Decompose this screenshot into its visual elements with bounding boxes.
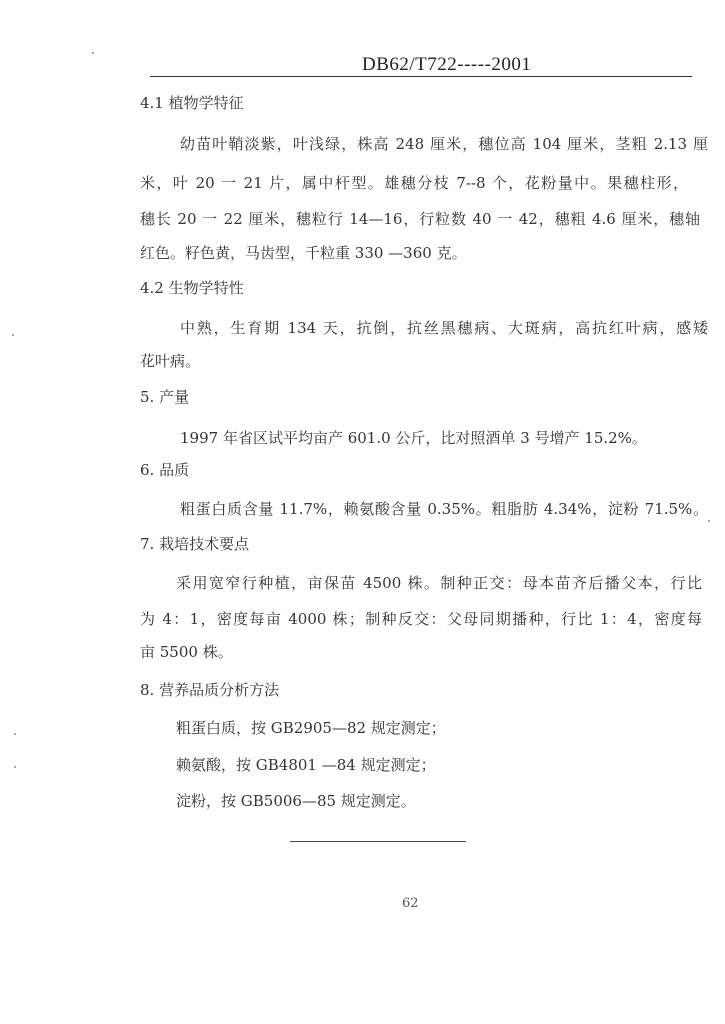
- standard-code: DB62/T722-----2001: [362, 54, 532, 75]
- method-line: 粗蛋白质，按 GB2905—82 规定测定；: [176, 719, 446, 737]
- section-heading-6: 6. 品质: [140, 461, 190, 479]
- para-line: 花叶病。: [140, 352, 201, 370]
- section-heading-8: 8. 营养品质分析方法: [140, 681, 280, 699]
- scan-speck: [14, 766, 16, 768]
- page-number: 62: [402, 896, 419, 911]
- section-heading-4-2: 4.2 生物学特性: [140, 279, 244, 297]
- para-line: 亩 5500 株。: [140, 643, 233, 661]
- para-line: 粗蛋白质含量 11.7%，赖氨酸含量 0.35%。粗脂肪 4.34%，淀粉 71.5%。: [180, 500, 708, 518]
- scan-speck: [14, 733, 16, 735]
- para-line: 红色。籽色黄，马齿型，千粒重 330 —360 克。: [140, 244, 467, 262]
- scan-speck: [708, 520, 710, 522]
- section-heading-7: 7. 栽培技术要点: [140, 535, 250, 553]
- para-line: 米，叶 20 一 21 片，属中杆型。雄穗分枝 7--8 个，花粉量中。果穗柱形，: [140, 174, 688, 192]
- para-line: 为 4：1，密度每亩 4000 株；制种反交：父母同期播种，行比 1：4，密度每: [140, 610, 702, 628]
- end-rule: [290, 841, 466, 842]
- para-line: 穗长 20 一 22 厘米，穗粒行 14—16，行粒数 40 一 42，穗粗 4.6 厘米，穗轴: [140, 210, 700, 228]
- method-line: 赖氨酸，按 GB4801 —84 规定测定；: [176, 756, 436, 774]
- header-rule: [150, 76, 692, 77]
- para-line: 1997 年省区试平均亩产 601.0 公斤，比对照酒单 3 号增产 15.2%。: [180, 429, 647, 447]
- scan-speck: [92, 52, 94, 54]
- para-line: 采用宽窄行种植，亩保苗 4500 株。制种正交：母本苗齐后播父本，行比: [176, 574, 702, 592]
- scan-speck: [12, 334, 14, 336]
- section-heading-5: 5. 产量: [140, 388, 190, 406]
- para-line: 幼苗叶鞘淡紫，叶浅绿，株高 248 厘米，穗位高 104 厘米，茎粗 2.13 厘: [180, 135, 708, 153]
- method-line: 淀粉，按 GB5006—85 规定测定。: [176, 792, 416, 810]
- section-heading-4-1: 4.1 植物学特征: [140, 94, 244, 112]
- para-line: 中熟，生育期 134 天，抗倒，抗丝黑穗病、大斑病，高抗红叶病，感矮: [180, 319, 708, 337]
